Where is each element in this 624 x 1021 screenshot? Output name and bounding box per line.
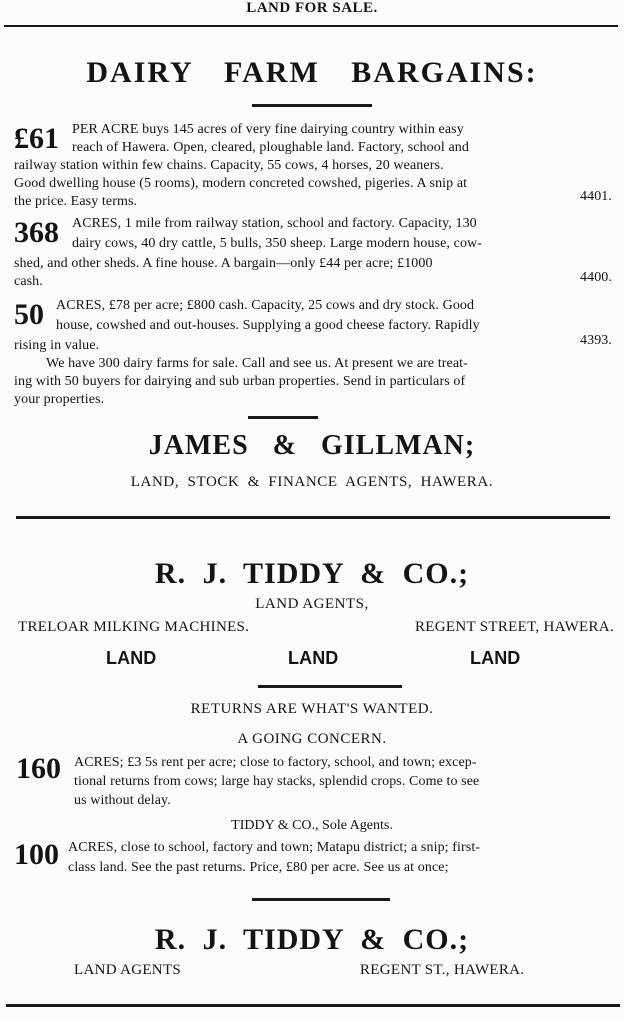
regent-street-text: REGENT STREET, HAWERA. [415, 619, 614, 635]
item2-line-2: dairy cows, 40 dry cattle, 5 bulls, 350 sheep. Large modern house, cow- [72, 236, 483, 251]
james-gillman-firm: JAMES & GILLMAN; [148, 430, 476, 461]
sole-agents-text: TIDDY & CO., Sole Agents. [231, 818, 393, 833]
item1-line-4: Good dwelling house (5 rooms), modern concreted cowshed, pigeries. A snip at [14, 176, 468, 191]
acres-368-number: 368 [14, 216, 59, 249]
acres-100-number: 100 [14, 838, 59, 871]
para-line-2: ing with 50 buyers for dairying and sub urban properties. Send in particulars of [14, 374, 466, 389]
item1-ref: 4401. [580, 189, 612, 204]
land-label: LAND [470, 648, 521, 668]
short-rule [248, 416, 318, 419]
land-label: LAND [106, 648, 157, 668]
item1-line-3: railway station within few chains. Capacity, 55 cows, 4 horses, 20 weaners. [14, 158, 444, 173]
tiddy-footer-firm: R. J. TIDDY & CO.; [154, 923, 470, 956]
item2-ref: 4400. [580, 270, 612, 285]
item2-line-4: cash. [14, 274, 43, 289]
tiddy-firm: R. J. TIDDY & CO.; [154, 557, 470, 590]
item1-line-5: the price. Easy terms. [14, 194, 138, 209]
item3-line-3: rising in value. [14, 338, 100, 353]
tiddy-subtitle: LAND AGENTS, [255, 596, 369, 612]
short-rule [252, 898, 390, 901]
item160-line-1: ACRES; £3 5s rent per acre; close to factory, school, and town; excep- [74, 755, 477, 770]
page-header-title: LAND FOR SALE. [246, 0, 378, 16]
item2-line-3: shed, and other sheds. A fine house. A bargain—only £44 per acre; £1000 [14, 256, 433, 271]
item3-line-1: ACRES, £78 per acre; £800 cash. Capacity, 25 cows and dry stock. Good [56, 298, 475, 313]
item2-line-1: ACRES, 1 mile from railway station, school and factory. Capacity, 130 [72, 216, 477, 231]
item1-line-1: PER ACRE buys 145 acres of very fine dairying country within easy [72, 122, 464, 137]
item100-line-1: ACRES, close to school, factory and town; Matapu district; a snip; first- [68, 840, 481, 855]
item100-line-2: class land. See the past returns. Price, £80 per acre. See us at once; [68, 860, 449, 875]
price-61-number: £61 [14, 122, 59, 155]
footer-land-agents: LAND AGENTS [74, 962, 182, 978]
top-rule [4, 25, 618, 27]
dairy-farm-heading: DAIRY FARM BARGAINS: [86, 56, 538, 89]
footer-regent-street: REGENT ST., HAWERA. [360, 962, 525, 978]
treloar-text: TRELOAR MILKING MACHINES. [18, 619, 250, 635]
item1-line-2: reach of Hawera. Open, cleared, ploughable land. Factory, school and [72, 140, 469, 155]
acres-50-number: 50 [14, 298, 44, 331]
para-line-3: your properties. [14, 392, 105, 407]
item160-line-2: tional returns from cows; large hay stacks, splendid crops. Come to see [74, 774, 480, 789]
item3-line-2: house, cowshed and out-houses. Supplying a good cheese factory. Rapidly [56, 318, 480, 333]
bottom-rule [6, 1004, 620, 1007]
item160-line-3: us without delay. [74, 793, 171, 808]
section-divider [16, 516, 610, 519]
short-rule [258, 685, 402, 688]
returns-wanted-heading: RETURNS ARE WHAT'S WANTED. [190, 701, 434, 717]
para-line-1: We have 300 dairy farms for sale. Call and see us. At present we are treat- [46, 356, 468, 371]
item3-ref: 4393. [580, 333, 612, 348]
james-gillman-subtitle: LAND, STOCK & FINANCE AGENTS, HAWERA. [130, 474, 494, 490]
going-concern-heading: A GOING CONCERN. [237, 731, 387, 747]
acres-160-number: 160 [16, 752, 61, 785]
short-rule [252, 104, 372, 107]
land-label: LAND [288, 648, 339, 668]
